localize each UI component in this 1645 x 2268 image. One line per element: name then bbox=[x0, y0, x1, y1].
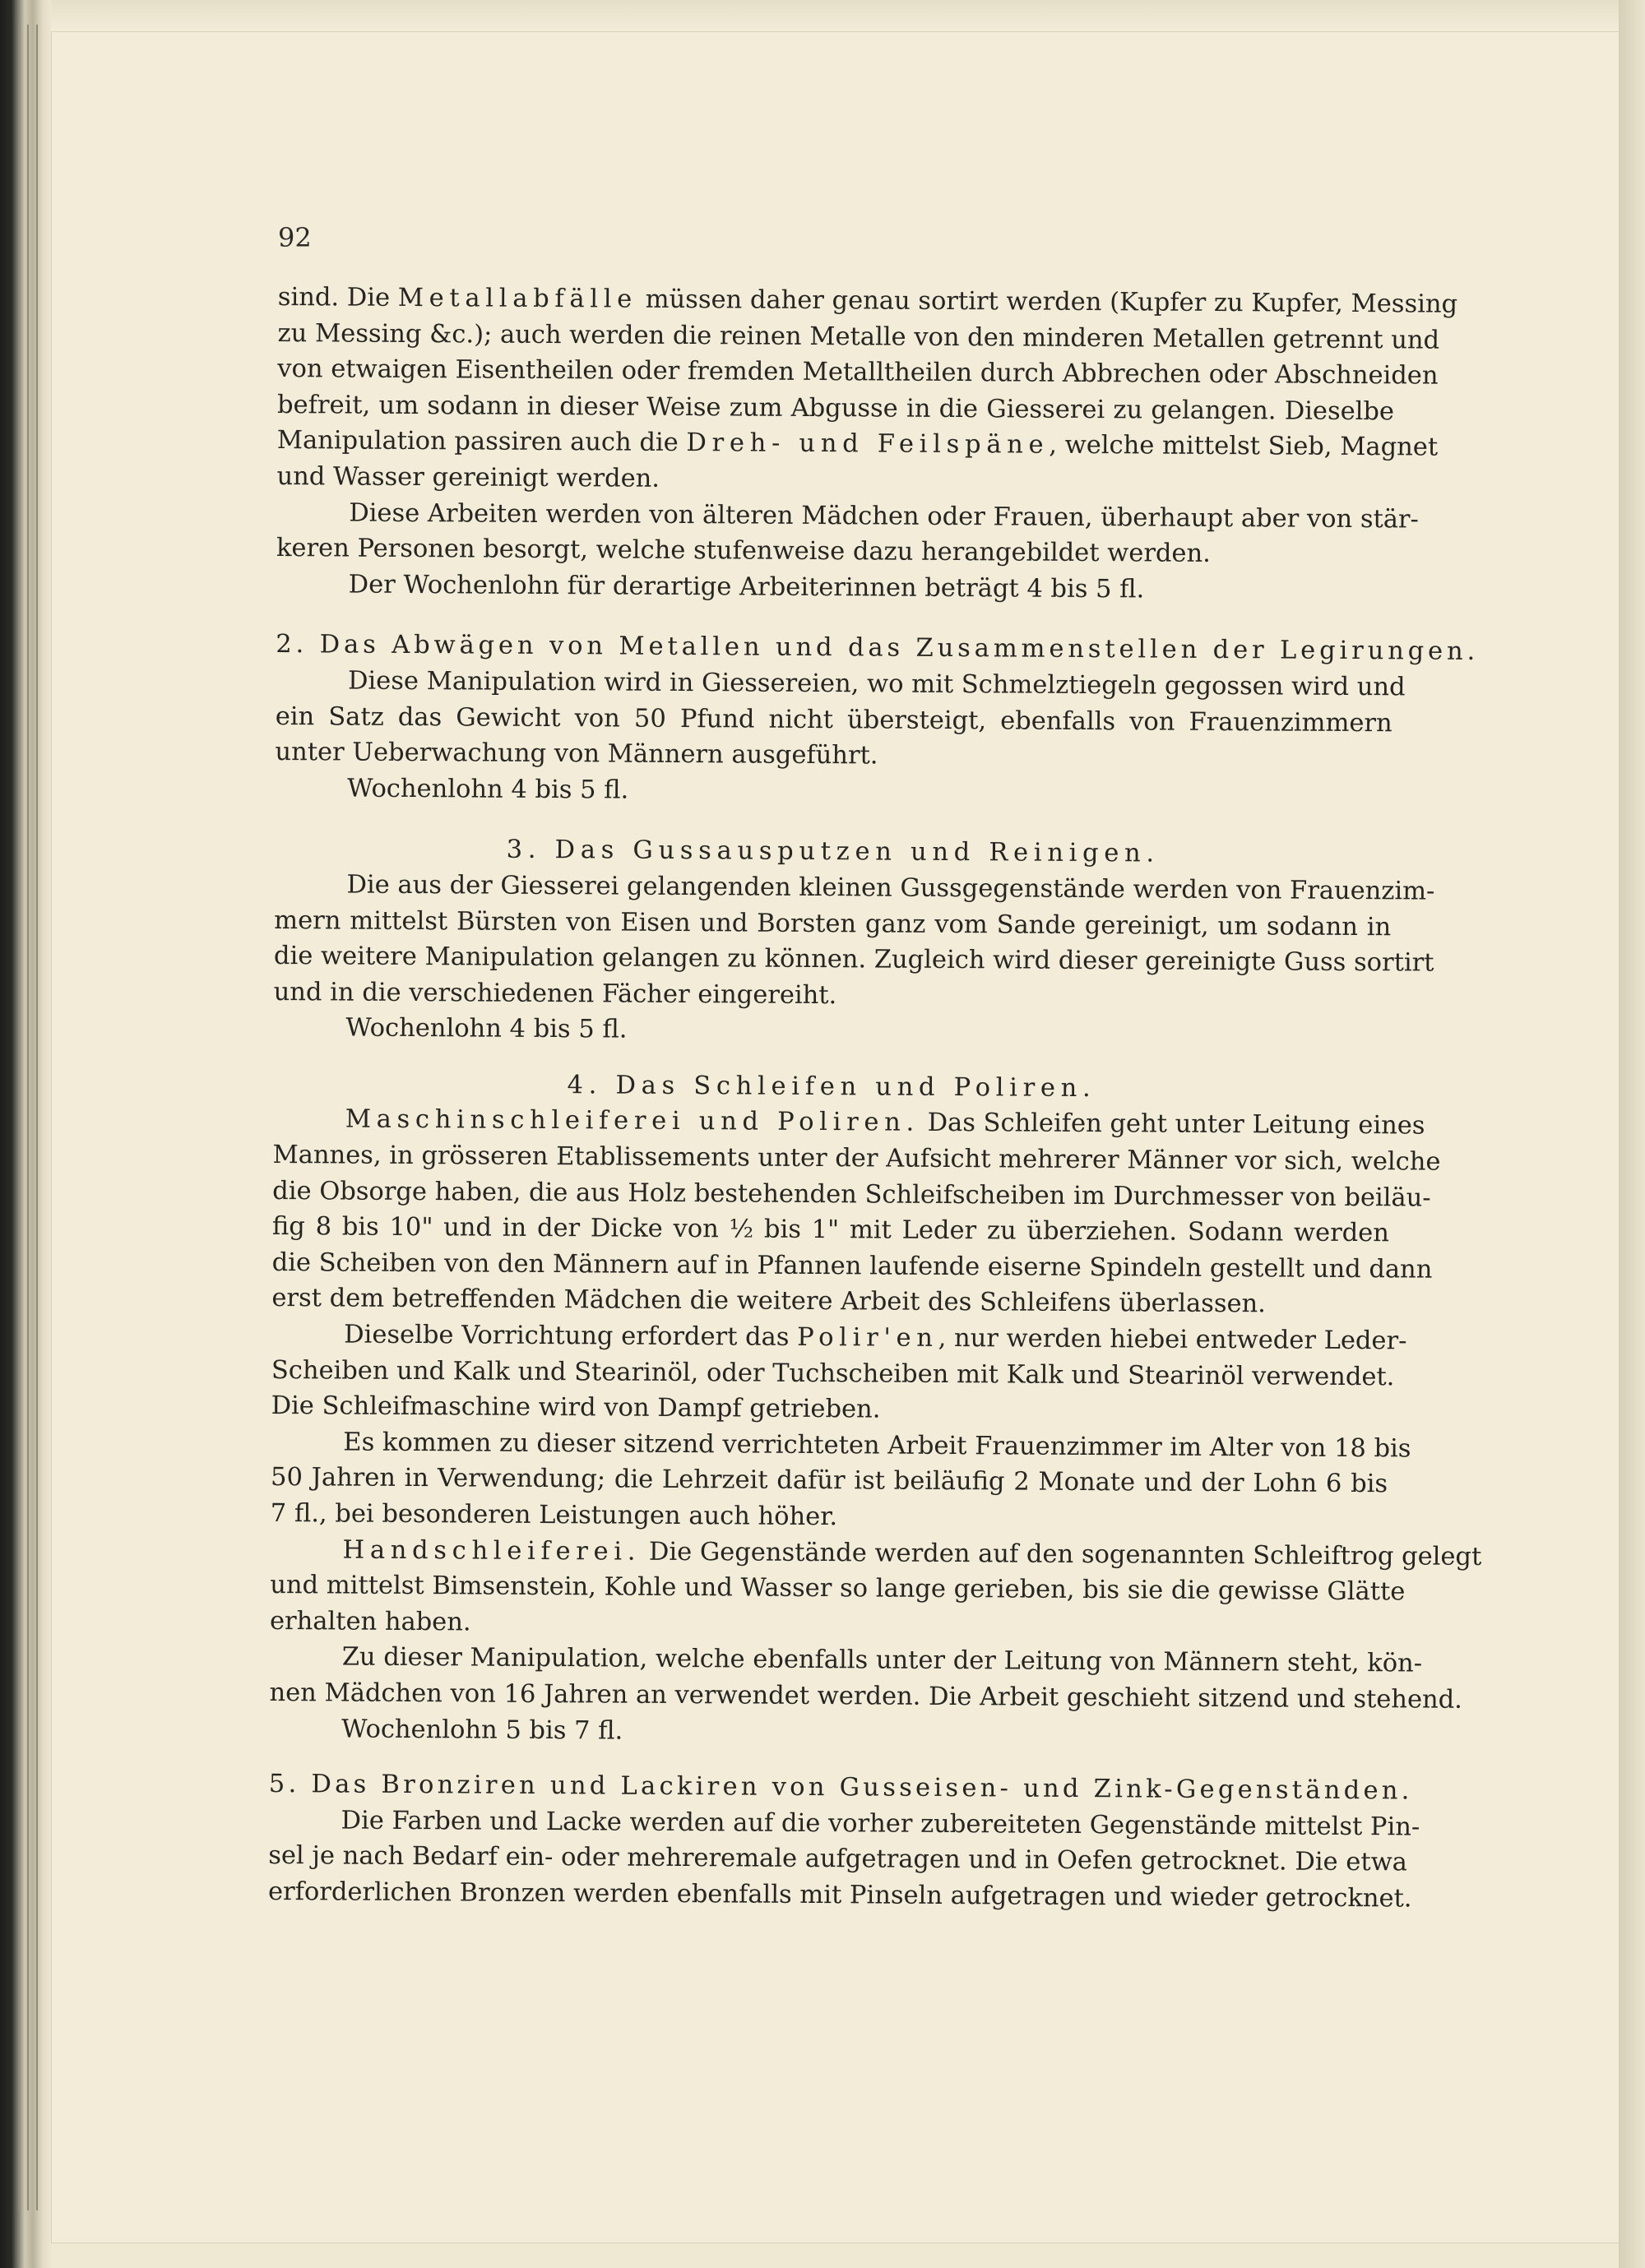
text-line: mern mittelst Bürsten von Eisen und Borsten ganz vom Sande gereinigt, um sodann in bbox=[274, 905, 1392, 942]
text-line: Maschinschleiferei und Poliren. Das Schleifen geht unter Leitung eines bbox=[345, 1104, 1425, 1141]
text-line: Manipulation passiren auch die Dreh- und Feilspäne, welche mittelst Sieb, Magnet bbox=[276, 426, 1439, 462]
section-heading: 5. Das Bronziren und Lackiren von Gusseisen- und Zink-Gegenständen. bbox=[268, 1770, 1413, 1806]
text-line: Die Farben und Lacke werden auf die vorher zubereiteten Gegenstände mittelst Pin- bbox=[341, 1806, 1420, 1842]
text-line: Der Wochenlohn für derartige Arbeiterinnen beträgt 4 bis 5 fl. bbox=[348, 570, 1145, 604]
text-line: Diese Manipulation wird in Giessereien, wo mit Schmelztiegeln gegossen wird und bbox=[347, 666, 1406, 702]
text-line: 7 fl., bei besonderen Leistungen auch höher. bbox=[270, 1498, 838, 1532]
section-grinding bbox=[269, 1066, 1482, 1754]
top-page-edge bbox=[0, 0, 1645, 31]
paragraph-weekly-wage bbox=[276, 567, 1393, 609]
text-line: Die Schleifmaschine wird von Dampf getrieben. bbox=[271, 1391, 881, 1424]
text-line: die weitere Manipulation gelangen zu können. Zugleich wird dieser gereinigte Guss sortirt bbox=[273, 942, 1434, 978]
text-line: Es kommen zu dieser sitzend verrichteten Arbeit Frauenzimmer im Alter von 18 bis bbox=[343, 1428, 1411, 1464]
wage-line: Wochenlohn 4 bis 5 fl. bbox=[347, 774, 629, 805]
section-heading: 2. Das Abwägen von Metallen und das Zusammenstellen der Legirungen. bbox=[276, 630, 1480, 667]
text-line: erhalten haben. bbox=[269, 1606, 471, 1637]
text-line: Handschleiferei. Die Gegenstände werden auf den sogenannten Schleiftrog gelegt bbox=[342, 1535, 1482, 1571]
section-cleaning bbox=[273, 831, 1435, 1053]
text-line: und in die verschiedenen Fächer eingereiht. bbox=[273, 977, 837, 1010]
text-line: keren Personen besorgt, welche stufenweise dazu herangebildet werden. bbox=[276, 534, 1211, 569]
text-line: von etwaigen Eisentheilen oder fremden Metalltheilen durch Abbrechen oder Abschneiden bbox=[277, 354, 1439, 391]
wage-line: Wochenlohn 5 bis 7 fl. bbox=[341, 1715, 623, 1746]
text-line: ein Satz das Gewicht von 50 Pfund nicht übersteigt, ebenfalls von Frauenzimmern bbox=[275, 701, 1392, 738]
text-line: zu Messing &c.); auch werden die reinen Metalle von den minderen Metallen getrennt und bbox=[277, 318, 1440, 355]
text-line: und mittelst Bimsenstein, Kohle und Wasser so lange gerieben, bis sie die gewisse Glätte bbox=[270, 1571, 1406, 1607]
text-line: sind. Die Metallabfälle müssen daher genau sortirt werden (Kupfer zu Kupfer, Messing bbox=[277, 282, 1458, 319]
wage-line: Wochenlohn 4 bis 5 fl. bbox=[345, 1013, 628, 1044]
text-line: erst dem betreffenden Mädchen die weitere Arbeit des Schleifens überlassen. bbox=[271, 1284, 1267, 1319]
text-line: Diese Arbeiten werden von älteren Mädchen oder Frauen, überhaupt aber von stär- bbox=[349, 498, 1419, 535]
text-line: sel je nach Bedarf ein- oder mehreremale aufgetragen und in Oefen getrocknet. Die etwa bbox=[268, 1841, 1408, 1877]
text-line: Scheiben und Kalk und Stearinöl, oder Tuchscheiben mit Kalk und Stearinöl verwendet. bbox=[271, 1355, 1395, 1391]
section-heading: 3. Das Gussausputzen und Reinigen. bbox=[506, 835, 1160, 868]
section-heading: 4. Das Schleifen und Poliren. bbox=[567, 1071, 1096, 1103]
paragraph-workers bbox=[276, 495, 1419, 573]
text-line: fig 8 bis 10" und in der Dicke von ½ bis 1" mit Leder zu überziehen. Sodann werden bbox=[271, 1212, 1390, 1248]
paragraph-metal-scraps bbox=[276, 280, 1458, 502]
text-line: befreit, um sodann in dieser Weise zum Abgusse in die Giesserei zu gelangen. Dieselbe bbox=[276, 390, 1395, 427]
text-line: unter Ueberwachung von Männern ausgeführt. bbox=[275, 738, 878, 771]
text-line: Zu dieser Manipulation, welche ebenfalls unter der Leitung von Männern steht, kön- bbox=[341, 1642, 1423, 1678]
right-page-edge bbox=[1619, 0, 1645, 2268]
page-text bbox=[267, 280, 1482, 1917]
text-line: Dieselbe Vorrichtung erfordert das Polir'en, nur werden hiebei entweder Leder- bbox=[344, 1320, 1407, 1356]
book-gutter bbox=[0, 0, 51, 2268]
section-bronzing bbox=[267, 1766, 1420, 1917]
text-line: Mannes, in grösseren Etablissements unter der Aufsicht mehrerer Männer vor sich, welche bbox=[272, 1141, 1441, 1177]
text-line: nen Mädchen von 16 Jahren an verwendet werden. Die Arbeit geschieht sitzend und stehend. bbox=[269, 1678, 1463, 1715]
text-line: erforderlichen Bronzen werden ebenfalls mit Pinseln aufgetragen und wieder getrocknet. bbox=[267, 1877, 1412, 1914]
text-line: 50 Jahren in Verwendung; die Lehrzeit dafür ist beiläufig 2 Monate und der Lohn 6 bis bbox=[270, 1463, 1388, 1499]
section-weighing bbox=[275, 627, 1480, 812]
text-line: und Wasser gereinigt werden. bbox=[276, 461, 660, 493]
text-line: Die aus der Giesserei gelangenden kleinen Gussgegenstände werden von Frauenzim- bbox=[346, 870, 1435, 906]
text-line: die Scheiben von den Männern auf in Pfannen laufende eiserne Spindeln gestellt und dann bbox=[271, 1247, 1433, 1284]
text-line: die Obsorge haben, die aus Holz bestehenden Schleifscheiben im Durchmesser von beiläu- bbox=[272, 1176, 1431, 1213]
page-number: 92 bbox=[278, 222, 312, 253]
